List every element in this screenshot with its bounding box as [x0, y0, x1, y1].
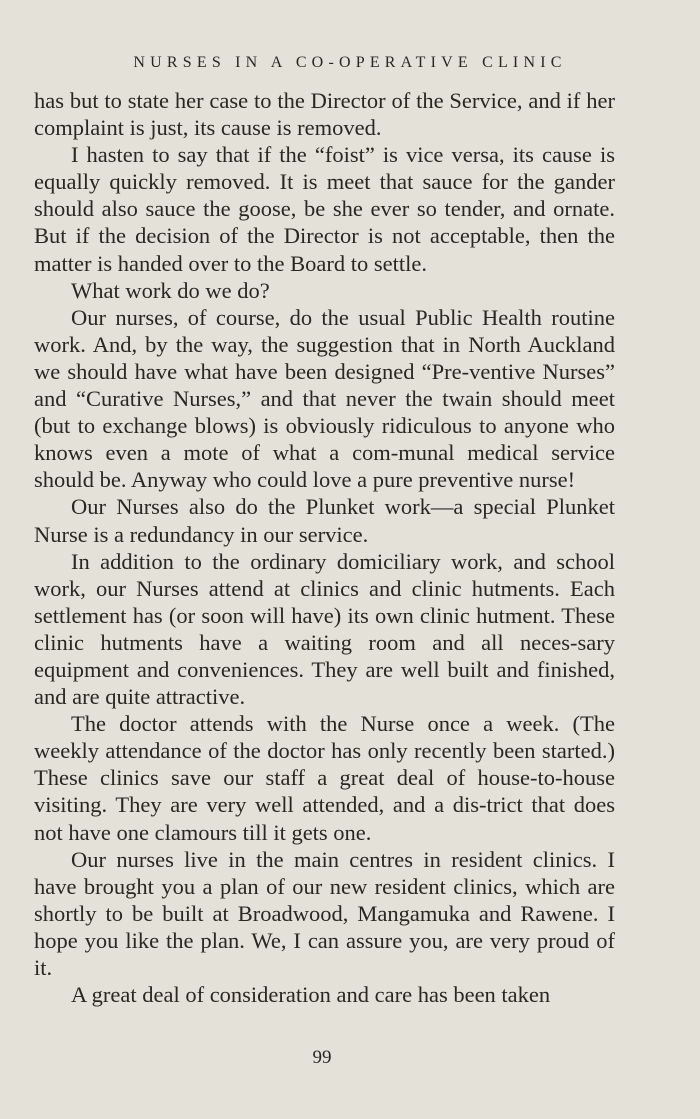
paragraph: Our Nurses also do the Plunket work—a special Plunket Nurse is a redundancy in our service. [34, 494, 615, 547]
paragraph: I hasten to say that if the “foist” is vice versa, its cause is equally quickly removed. It is meet that sauce for the gander should also sauce the goose, be she ever so tender, and ornate. But if the decision of the Director is not acceptable, then the matter is handed over to the Board to settle. [34, 142, 615, 276]
paragraph: Our nurses live in the main centres in resident clinics. I have brought you a plan of our new resident clinics, which are shortly to be built at Broadwood, Mangamuka and Rawene. I hope you like the plan. We, I can assure you, are very proud of it. [34, 846, 615, 980]
body-text [34, 87, 615, 1008]
paragraph: Our nurses, of course, do the usual Public Health routine work. And, by the way, the suggestion that in North Auckland we should have what have been designed “Pre-ventive Nurses” and “Curative Nurses,” and that never the twain should meet (but to exchange blows) is obviously ridiculous to anyone who knows even a mote of what a com-munal medical service should be. Anyway who could love a pure preventive nurse! [34, 304, 615, 493]
running-head: NURSES IN A CO-OPERATIVE CLINIC [133, 54, 567, 71]
paragraph: The doctor attends with the Nurse once a week. (The weekly attendance of the doctor has only recently been started.) These clinics save our staff a great deal of house-to-house visiting. They are very well attended, and a dis-trict that does not have one clamours till it gets one. [34, 711, 615, 845]
page-number: 99 [312, 1047, 332, 1068]
paragraph: In addition to the ordinary domiciliary work, and school work, our Nurses attend at clinics and clinic hutments. Each settlement has (or soon will have) its own clinic hutment. These clinic hutments have a waiting room and all neces-sary equipment and conveniences. They are well built and finished, and are quite attractive. [34, 548, 615, 710]
paragraph: What work do we do? [71, 277, 270, 303]
paragraph: A great deal of consideration and care has been taken [71, 982, 551, 1008]
paragraph: has but to state her case to the Director of the Service, and if her complaint is just, its cause is removed. [34, 88, 615, 141]
